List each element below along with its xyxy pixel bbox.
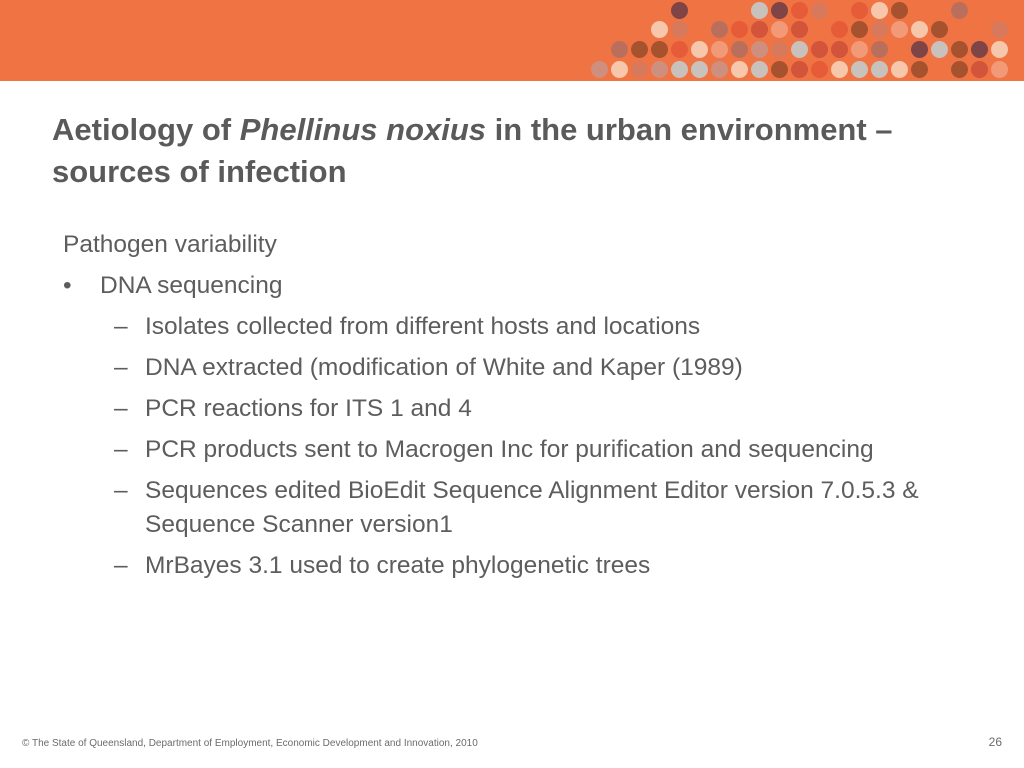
decorative-dot bbox=[791, 21, 808, 38]
decorative-dot bbox=[791, 41, 808, 58]
decorative-dot bbox=[751, 41, 768, 58]
decorative-dot bbox=[931, 21, 948, 38]
decorative-dot bbox=[951, 2, 968, 19]
decorative-dot bbox=[771, 41, 788, 58]
decorative-dot bbox=[911, 21, 928, 38]
decorative-dot bbox=[851, 2, 868, 19]
decorative-dot bbox=[671, 21, 688, 38]
decorative-dot bbox=[711, 61, 728, 78]
sub-bullet-text: MrBayes 3.1 used to create phylogenetic trees bbox=[145, 552, 651, 579]
decorative-dot bbox=[991, 21, 1008, 38]
copyright-notice: © The State of Queensland, Department of Employment, Economic Development and Innovation, 2010 bbox=[22, 738, 478, 749]
decorative-dot bbox=[751, 61, 768, 78]
decorative-dot bbox=[891, 2, 908, 19]
decorative-dot bbox=[731, 41, 748, 58]
sub-bullet-text: PCR reactions for ITS 1 and 4 bbox=[145, 395, 472, 422]
decorative-dot bbox=[891, 21, 908, 38]
dash-marker: – bbox=[114, 313, 128, 340]
decorative-dot bbox=[911, 61, 928, 78]
sub-bullet-item bbox=[63, 433, 963, 467]
decorative-dot bbox=[811, 61, 828, 78]
decorative-dot bbox=[591, 61, 608, 78]
sub-bullet-item bbox=[63, 549, 963, 583]
sub-bullet-list bbox=[63, 310, 963, 583]
sub-bullet-item bbox=[63, 392, 963, 426]
decorative-dot bbox=[871, 21, 888, 38]
decorative-dot bbox=[951, 61, 968, 78]
decorative-dot bbox=[911, 41, 928, 58]
sub-bullet-text: Sequences edited BioEdit Sequence Alignment Editor version 7.0.5.3 & Sequence Scanner version1 bbox=[145, 477, 919, 538]
decorative-dot bbox=[771, 21, 788, 38]
dash-marker: – bbox=[114, 552, 128, 579]
decorative-dot bbox=[811, 41, 828, 58]
decorative-dot bbox=[851, 21, 868, 38]
sub-bullet-text: Isolates collected from different hosts and locations bbox=[145, 313, 701, 340]
decorative-dot bbox=[731, 21, 748, 38]
decorative-dot bbox=[991, 61, 1008, 78]
decorative-dot bbox=[691, 61, 708, 78]
decorative-dot bbox=[651, 41, 668, 58]
dash-marker: – bbox=[114, 395, 128, 422]
decorative-dot bbox=[731, 61, 748, 78]
decorative-dot bbox=[611, 61, 628, 78]
decorative-dot bbox=[751, 2, 768, 19]
sub-bullet-item bbox=[63, 474, 963, 542]
decorative-dot bbox=[891, 61, 908, 78]
slide-body bbox=[63, 228, 963, 590]
bullet-text: DNA sequencing bbox=[100, 272, 283, 299]
decorative-dot bbox=[871, 61, 888, 78]
decorative-dot bbox=[711, 21, 728, 38]
decorative-dot bbox=[651, 21, 668, 38]
title-text-2: in the urban environment – sources of infection bbox=[52, 112, 893, 189]
sub-bullet-item bbox=[63, 310, 963, 344]
decorative-dot bbox=[671, 2, 688, 19]
decorative-dot bbox=[611, 41, 628, 58]
decorative-dot bbox=[851, 61, 868, 78]
bullet-item bbox=[63, 269, 963, 303]
decorative-dot bbox=[671, 61, 688, 78]
decorative-dot bbox=[631, 41, 648, 58]
decorative-dot bbox=[951, 41, 968, 58]
decorative-dot bbox=[751, 21, 768, 38]
decorative-dot bbox=[831, 61, 848, 78]
decorative-dot bbox=[831, 41, 848, 58]
sub-bullet-item bbox=[63, 351, 963, 385]
dash-marker: – bbox=[114, 354, 128, 381]
decorative-dot bbox=[931, 41, 948, 58]
title-species-name: Phellinus noxius bbox=[239, 112, 487, 147]
decorative-dot bbox=[771, 2, 788, 19]
decorative-dot bbox=[631, 61, 648, 78]
dash-marker: – bbox=[114, 436, 128, 463]
decorative-dot bbox=[971, 61, 988, 78]
decorative-dot bbox=[691, 41, 708, 58]
bullet-marker: • bbox=[63, 272, 72, 299]
page-number: 26 bbox=[988, 735, 1002, 749]
section-heading: Pathogen variability bbox=[63, 231, 277, 258]
decorative-dot bbox=[771, 61, 788, 78]
decorative-dot bbox=[851, 41, 868, 58]
decorative-dot bbox=[791, 61, 808, 78]
decorative-dot bbox=[651, 61, 668, 78]
decorative-dot bbox=[831, 21, 848, 38]
decorative-dot bbox=[871, 2, 888, 19]
decorative-dot bbox=[791, 2, 808, 19]
sub-bullet-text: DNA extracted (modification of White and Kaper (1989) bbox=[145, 354, 743, 381]
sub-bullet-text: PCR products sent to Macrogen Inc for purification and sequencing bbox=[145, 436, 874, 463]
dash-marker: – bbox=[114, 477, 128, 504]
decorative-dot bbox=[811, 2, 828, 19]
slide-title bbox=[52, 109, 952, 193]
decorative-dot-pattern bbox=[0, 0, 1024, 81]
decorative-dot bbox=[671, 41, 688, 58]
decorative-dot bbox=[711, 41, 728, 58]
decorative-dot bbox=[991, 41, 1008, 58]
decorative-dot bbox=[971, 41, 988, 58]
title-text-1: Aetiology of bbox=[52, 112, 240, 147]
decorative-dot bbox=[871, 41, 888, 58]
